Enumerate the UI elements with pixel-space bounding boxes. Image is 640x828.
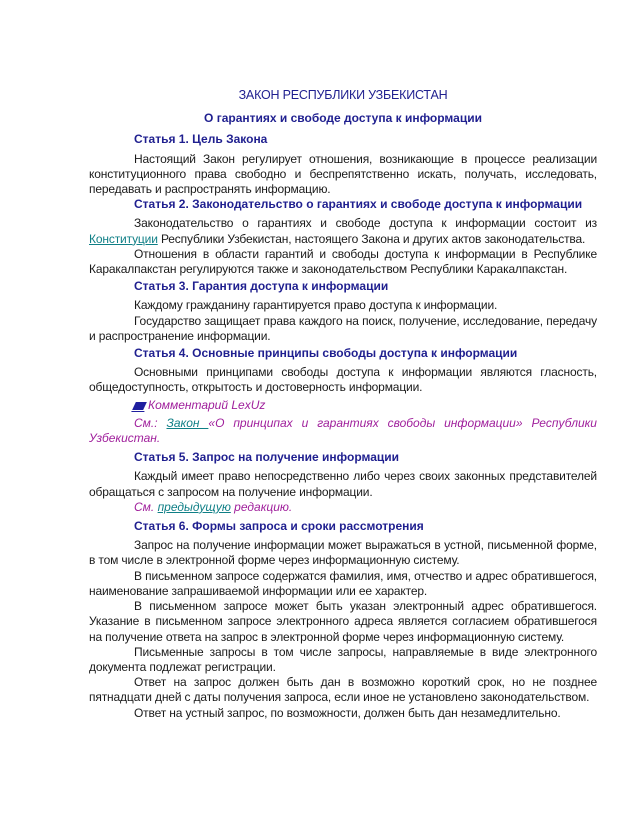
article-1 — [89, 132, 597, 197]
note-prefix: См.: — [134, 415, 167, 430]
article-paragraph: В письменном запросе может быть указан электронный адрес обратившегося. Указание в письменном запросе электронного адреса является согласием обратившегося на получение ответа на запрос в электронной форме через информационную систему. — [89, 599, 597, 644]
previous-edition-link[interactable]: предыдущую — [157, 499, 231, 514]
article-paragraph: В письменном запросе содержатся фамилия, имя, отчество и адрес обратившегося, наименование запрашиваемой информации или ее характер. — [89, 568, 597, 598]
article-2 — [89, 197, 597, 277]
comment-icon — [132, 402, 147, 410]
article-4 — [89, 346, 597, 446]
article-paragraph: Каждому гражданину гарантируется право доступа к информации. — [134, 298, 498, 313]
article-heading: Статья 4. Основные принципы свободы доступа к информации — [134, 346, 518, 361]
article-paragraph: Ответ на устный запрос, по возможности, должен быть дан незамедлительно. — [134, 705, 561, 720]
article-paragraph — [89, 216, 597, 246]
article-heading: Статья 5. Запрос на получение информации — [134, 450, 400, 465]
article-3 — [89, 279, 597, 344]
note-text: «О принципах и гарантиях свободы информации» Республики Узбекистан. — [89, 415, 597, 446]
article-5 — [89, 450, 597, 515]
paragraph-text: Законодательство о гарантиях и свободе доступа к информации состоит из — [134, 216, 597, 231]
article-heading: Статья 1. Цель Закона — [134, 132, 268, 147]
article-paragraph: Основными принципами свободы доступа к информации являются гласность, общедоступность, открытость и достоверность информации. — [89, 365, 597, 395]
document-title: ЗАКОН РЕСПУБЛИКИ УЗБЕКИСТАН — [238, 88, 448, 102]
article-6 — [89, 519, 597, 721]
document-subtitle: О гарантиях и свободе доступа к информации — [204, 111, 482, 126]
article-paragraph: Государство защищает права каждого на поиск, получение, исследование, передачу и распространение информации. — [89, 313, 597, 343]
paragraph-text: Республики Узбекистан, настоящего Закона и других актов законодательства. — [157, 231, 586, 246]
lexuz-comment-toggle[interactable] — [89, 398, 597, 413]
previous-edition-note — [89, 500, 597, 515]
article-heading: Статья 6. Формы запроса и сроки рассмотрения — [134, 519, 424, 534]
law-link[interactable]: Закон — [166, 415, 209, 430]
note-text: редакцию. — [230, 499, 293, 514]
article-paragraph: Настоящий Закон регулирует отношения, возникающие в процессе реализации конституционного права свободно и беспрепятственно искать, получать, исследовать, передавать и распространять информацию. — [89, 151, 597, 197]
article-paragraph: Письменные запросы в том числе запросы, направляемые в виде электронного документа подлежат регистрации. — [89, 644, 597, 674]
see-also-note — [89, 416, 597, 446]
article-heading: Статья 3. Гарантия доступа к информации — [134, 279, 389, 294]
article-paragraph: Запрос на получение информации может выражаться в устной, письменной форме, в том числе в электронной форме через информационную систему. — [89, 538, 597, 568]
article-paragraph: Ответ на запрос должен быть дан в возможно короткий срок, но не позднее пятнадцати дней с даты получения запроса, если иное не установлено законодательством. — [89, 675, 597, 705]
law-document — [89, 88, 597, 721]
article-paragraph: Каждый имеет право непосредственно либо через своих законных представителей обращаться с запросом на получение информации. — [89, 469, 597, 499]
note-prefix: См. — [134, 499, 158, 514]
comment-label: Комментарий LexUz — [148, 397, 266, 412]
article-paragraph: Отношения в области гарантий и свободы доступа к информации в Республике Каракалпакстан регулируются также и законодательством Республики Каракалпакстан. — [89, 246, 597, 277]
article-heading: Статья 2. Законодательство о гарантиях и свободе доступа к информации — [134, 197, 583, 212]
constitution-link[interactable]: Конституции — [89, 231, 158, 246]
